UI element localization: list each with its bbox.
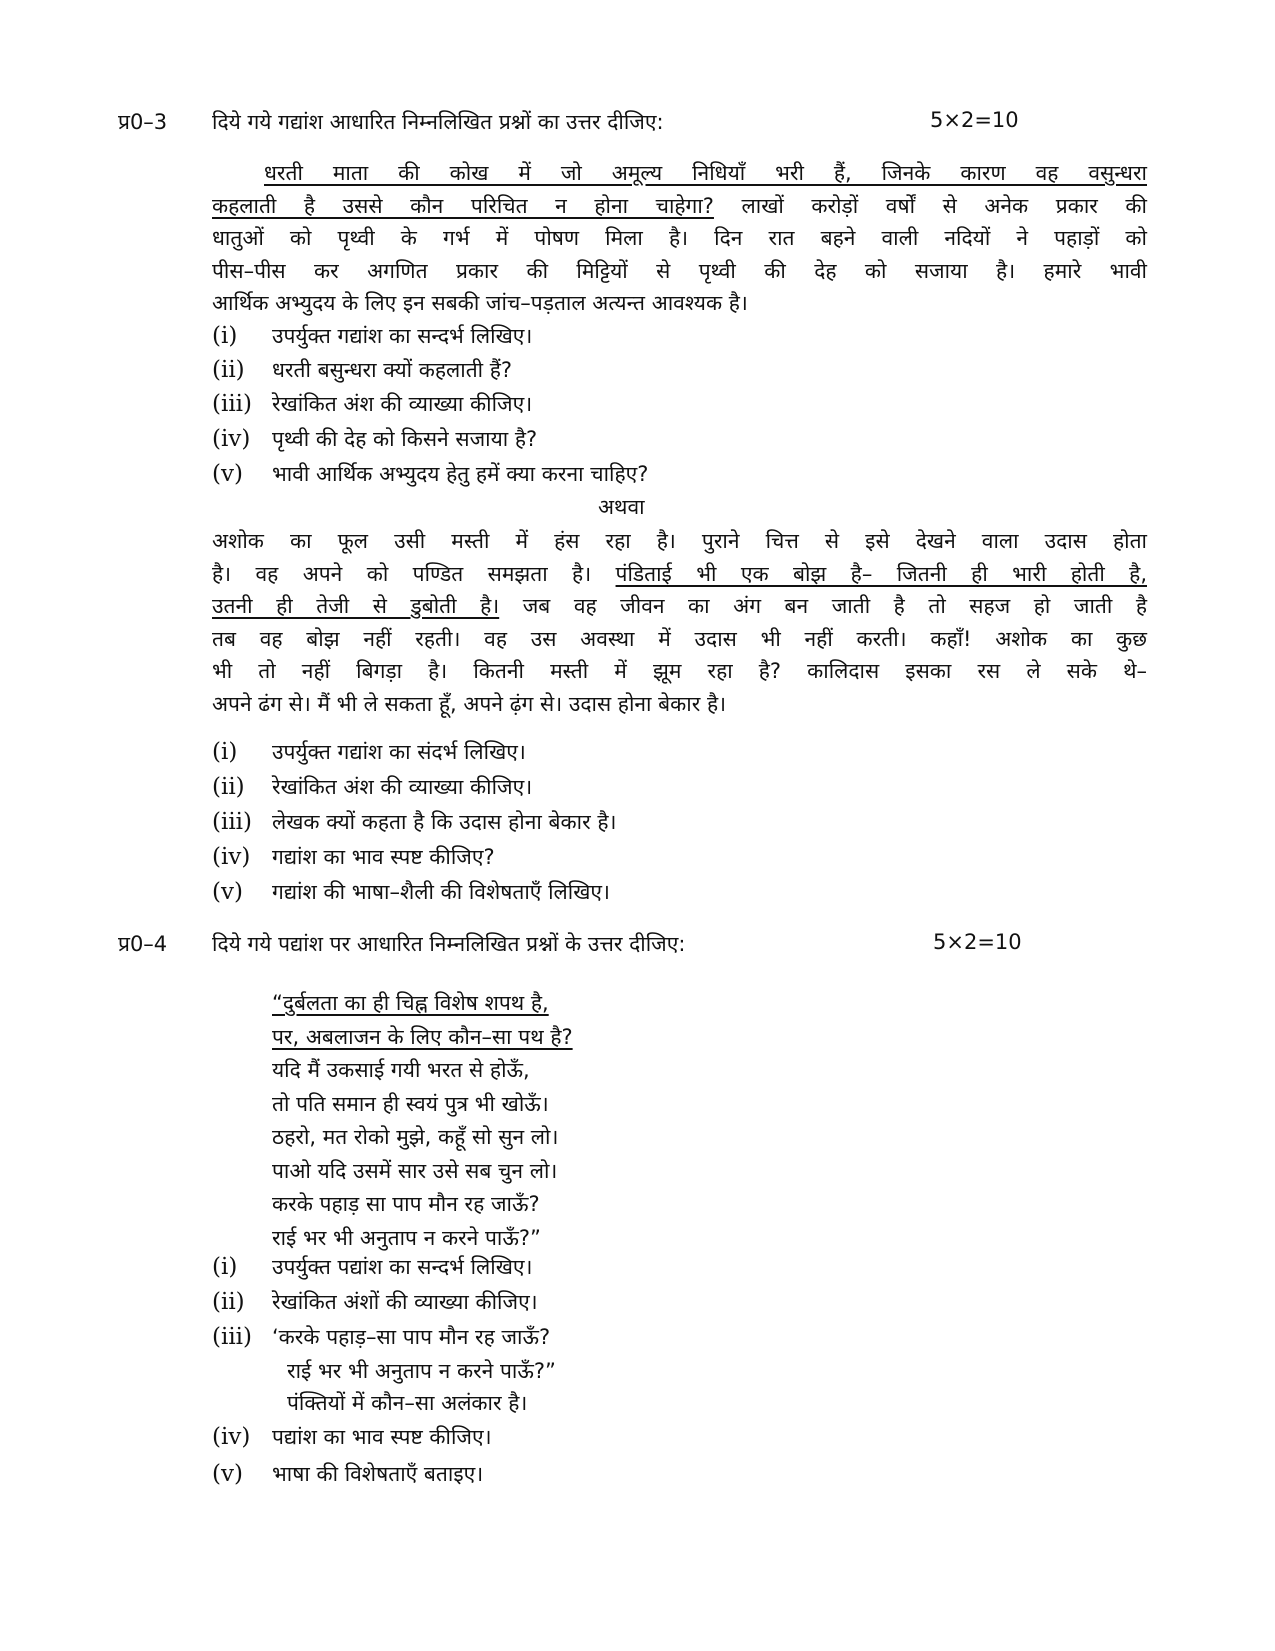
q3-alt-sub-question: (ii) रेखांकित अंश की व्याख्या कीजिए। xyxy=(212,774,533,800)
question-4-instruction: दिये गये पद्यांश पर आधारित निम्नलिखित प्रश्नों के उत्तर दीजिए: xyxy=(212,932,686,956)
q3-sub-question: (iii) रेखांकित अंश की व्याख्या कीजिए। xyxy=(212,391,533,417)
passage-2-line-4: तब वह बोझ नहीं रहती। वह उस अवस्था में उदास भी नहीं करती। कहाँ! अशोक का कुछ xyxy=(212,626,1147,651)
question-3-marks: 5×2=10 xyxy=(930,108,1019,132)
passage-1-line-3: धातुओं को पृथ्वी के गर्भ में पोषण मिला है। दिन रात बहने वाली नदियों ने पहाड़ों को xyxy=(212,226,1147,250)
q4-sub-question: (v) भाषा की विशेषताएँ बताइए। xyxy=(212,1461,484,1487)
q4-sub-question-continuation: पंक्तियों में कौन–सा अलंकार है। xyxy=(287,1391,528,1415)
q3-sub-question: (ii) धरती बसुन्धरा क्यों कहलाती हैं? xyxy=(212,357,513,383)
passage-2-line-6: अपने ढंग से। मैं भी ले सकता हूँ, अपने ढ़ंग से। उदास होना बेकार है। xyxy=(212,691,727,716)
q4-sub-question: (ii) रेखांकित अंशों की व्याख्या कीजिए। xyxy=(212,1289,538,1315)
passage-1-line-2: लाखों करोड़ों वर्षों से अनेक प्रकार की xyxy=(713,193,1147,218)
poem xyxy=(272,987,573,1255)
passage-1-underlined: कहलाती है उससे कौन परिचित न होना चाहेगा? xyxy=(212,193,714,218)
q4-sub-question: (i) उपर्युक्त पद्यांश का सन्दर्भ लिखिए। xyxy=(212,1254,533,1280)
poem-line: यदि मैं उकसाई गयी भरत से होऊँ, xyxy=(272,1058,530,1082)
passage-2-line-1: अशोक का फूल उसी मस्ती में हंस रहा है। पुराने चित्त से इसे देखने वाला उदास होता xyxy=(212,529,1147,553)
or-label: अथवा xyxy=(598,495,645,519)
passage-2-line-3: जब वह जीवन का अंग बन जाती है तो सहज हो जाती है xyxy=(499,594,1147,618)
q3-sub-question: (v) भावी आर्थिक अभ्युदय हेतु हमें क्या करना चाहिए? xyxy=(212,461,649,487)
poem-line: तो पति समान ही स्वयं पुत्र भी खोऊँ। xyxy=(272,1091,549,1116)
passage-1-line-5: आर्थिक अभ्युदय के लिए इन सबकी जांच–पड़ताल अत्यन्त आवश्यक है। xyxy=(212,291,748,315)
q3-alt-sub-question: (iii) लेखक क्यों कहता है कि उदास होना बेकार है। xyxy=(212,809,617,835)
question-4-marks: 5×2=10 xyxy=(933,930,1022,954)
q3-sub-question: (i) उपर्युक्त गद्यांश का सन्दर्भ लिखिए। xyxy=(212,323,533,349)
passage-2-line-2: है। वह अपने को पण्डित समझता है। xyxy=(212,561,616,586)
poem-line: करके पहाड़ सा पाप मौन रह जाऊँ? xyxy=(272,1192,540,1216)
q3-sub-question: (iv) पृथ्वी की देह को किसने सजाया है? xyxy=(212,426,538,452)
q4-sub-question: (iv) पद्यांश का भाव स्पष्ट कीजिए। xyxy=(212,1424,492,1450)
passage-2 xyxy=(212,525,1147,720)
poem-line: ठहरो, मत रोको मुझे, कहूँ सो सुन लो। xyxy=(272,1125,559,1149)
q4-sub-question: (iii) ‘करके पहाड़–सा पाप मौन रह जाऊँ? xyxy=(212,1324,551,1350)
poem-line: पाओ यदि उसमें सार उसे सब चुन लो। xyxy=(272,1158,558,1183)
passage-2-line-5: भी तो नहीं बिगड़ा है। कितनी मस्ती में झूम रहा है? कालिदास इसका रस ले सके थे– xyxy=(212,659,1147,683)
question-4-number: प्र0–4 xyxy=(118,932,168,956)
poem-line: “दुर्बलता का ही चिह्न विशेष शपथ है, xyxy=(272,991,549,1015)
q3-alt-sub-question: (iv) गद्यांश का भाव स्पष्ट कीजिए? xyxy=(212,844,495,870)
question-3-instruction: दिये गये गद्यांश आधारित निम्नलिखित प्रश्नों का उत्तर दीजिए: xyxy=(212,110,664,134)
poem-line: पर, अबलाजन के लिए कौन–सा पथ है? xyxy=(272,1024,573,1049)
passage-1-line-1: धरती माता की कोख में जो अमूल्य निधियाँ भरी हैं, जिनके कारण वह वसुन्धरा xyxy=(264,161,1147,185)
passage-1 xyxy=(212,157,1147,320)
passage-1-line-4: पीस–पीस कर अगणित प्रकार की मिट्टियों से पृथ्वी की देह को सजाया है। हमारे भावी xyxy=(212,258,1147,283)
q3-alt-sub-question: (i) उपर्युक्त गद्यांश का संदर्भ लिखिए। xyxy=(212,739,526,765)
question-3-number: प्र0–3 xyxy=(118,110,168,134)
passage-2-underlined: उतनी ही तेजी से डुबोती है। xyxy=(212,594,500,618)
q4-sub-question-continuation: राई भर भी अनुताप न करने पाऊँ?” xyxy=(287,1359,556,1383)
q3-alt-sub-question: (v) गद्यांश की भाषा–शैली की विशेषताएँ लिखिए। xyxy=(212,879,610,905)
poem-line: राई भर भी अनुताप न करने पाऊँ?” xyxy=(272,1225,541,1250)
passage-2-underlined: पंडिताई भी एक बोझ है– जितनी ही भारी होती है, xyxy=(615,561,1147,586)
